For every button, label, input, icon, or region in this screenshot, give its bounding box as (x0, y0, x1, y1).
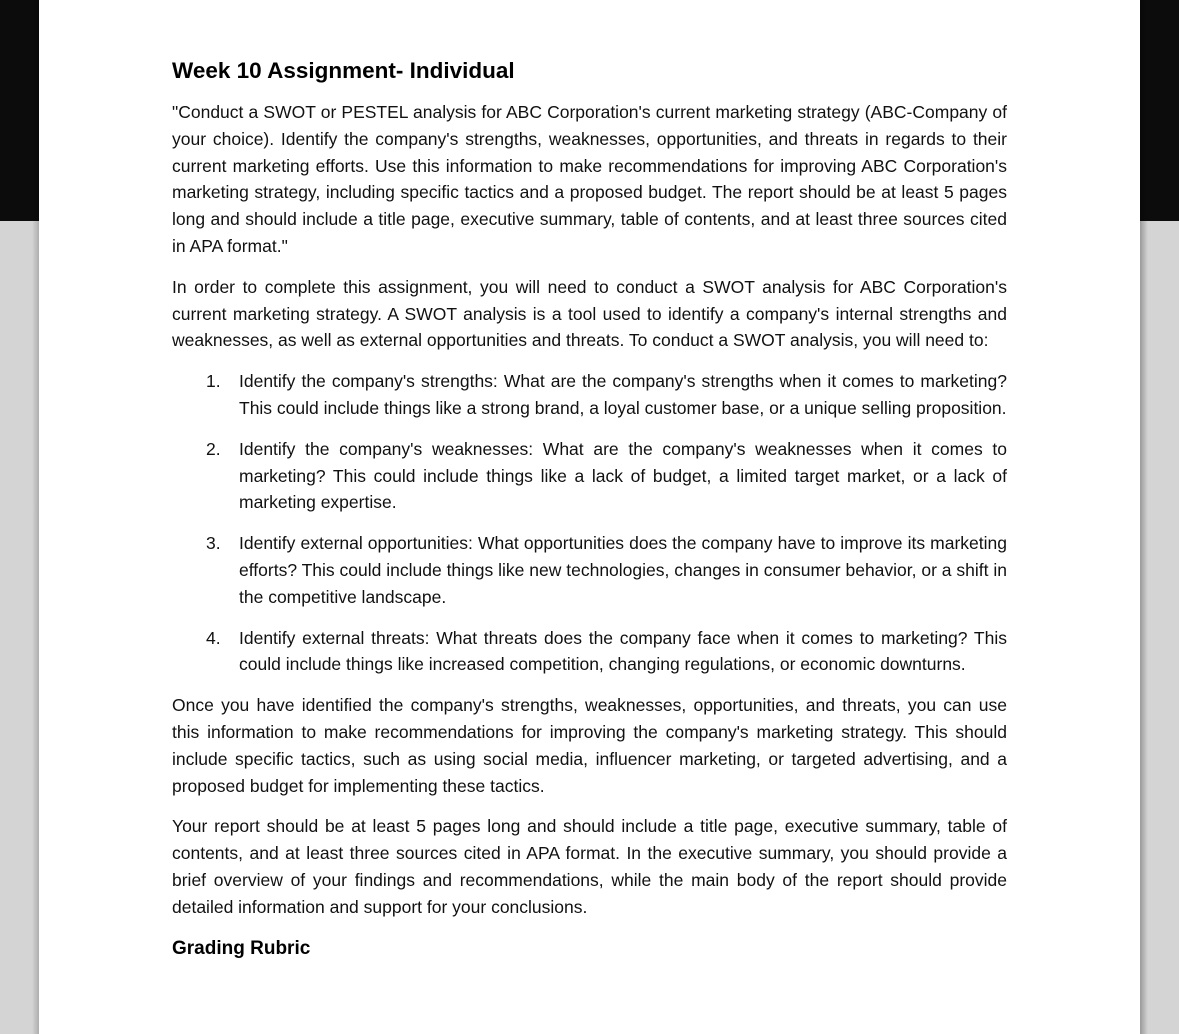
list-item-text: Identify the company's weaknesses: What are the company's weaknesses when it comes to marketing? This could include things like a lack of budget, a limited target market, or a lack of marketing expertise. (239, 438, 1007, 513)
list-item (172, 436, 1007, 516)
document-title: Week 10 Assignment- Individual (172, 58, 515, 83)
list-item-number: 3. (206, 533, 221, 554)
list-item-number: 2. (206, 438, 221, 459)
intro-paragraph: In order to complete this assignment, you will need to conduct a SWOT analysis for ABC Corporation's current marketing strategy. A SWOT analysis is a tool used to identify a company's internal strengths and weaknesses, as well as external opportunities and threats. To conduct a SWOT analysis, you will need to: (172, 276, 1007, 351)
document-page (39, 0, 1140, 1034)
list-item (172, 625, 1007, 679)
list-item-text: Identify the company's strengths: What are the company's strengths when it comes to marketing? This could include things like a strong brand, a loyal customer base, or a unique selling proposition. (239, 371, 1007, 418)
list-item-text: Identify external opportunities: What opportunities does the company have to improve its marketing efforts? This could include things like new technologies, changes in consumer behavior, or a shift in the competitive landscape. (239, 533, 1007, 607)
document-content (172, 56, 1007, 963)
list-item (172, 368, 1007, 422)
report-requirements-paragraph: Your report should be at least 5 pages long and should include a title page, executive summary, table of contents, and at least three sources cited in APA format. In the executive summary, you should provide a brief overview of your findings and recommendations, while the main body of the report should provide detailed information and support for your conclusions. (172, 816, 1007, 917)
list-item-number: 1. (206, 371, 221, 392)
list-item-text: Identify external threats: What threats does the company face when it comes to marketing? This could include things like increased competition, changing regulations, or economic downturns. (239, 627, 1007, 675)
recommendations-paragraph: Once you have identified the company's strengths, weaknesses, opportunities, and threats, you can use this information to make recommendations for improving the company's marketing strategy. This should include specific tactics, such as using social media, influencer marketing, or targeted advertising, and a proposed budget for implementing these tactics. (172, 695, 1007, 796)
assignment-prompt-paragraph: "Conduct a SWOT or PESTEL analysis for ABC Corporation's current marketing strategy (ABC-Company of your choice). Identify the company's strengths, weaknesses, opportunities, and threats in regards to their current marketing efforts. Use this information to make recommendations for improving ABC Corporation's marketing strategy, including specific tactics and a proposed budget. The report should be at least 5 pages long and should include a title page, executive summary, table of contents, and at least three sources cited in APA format." (172, 102, 1007, 256)
list-item (172, 530, 1007, 610)
swot-steps-list (172, 368, 1007, 678)
page-shadow (32, 0, 39, 1034)
list-item-number: 4. (206, 627, 221, 648)
page-shadow (1140, 0, 1148, 1034)
section-heading: Grading Rubric (172, 937, 311, 959)
